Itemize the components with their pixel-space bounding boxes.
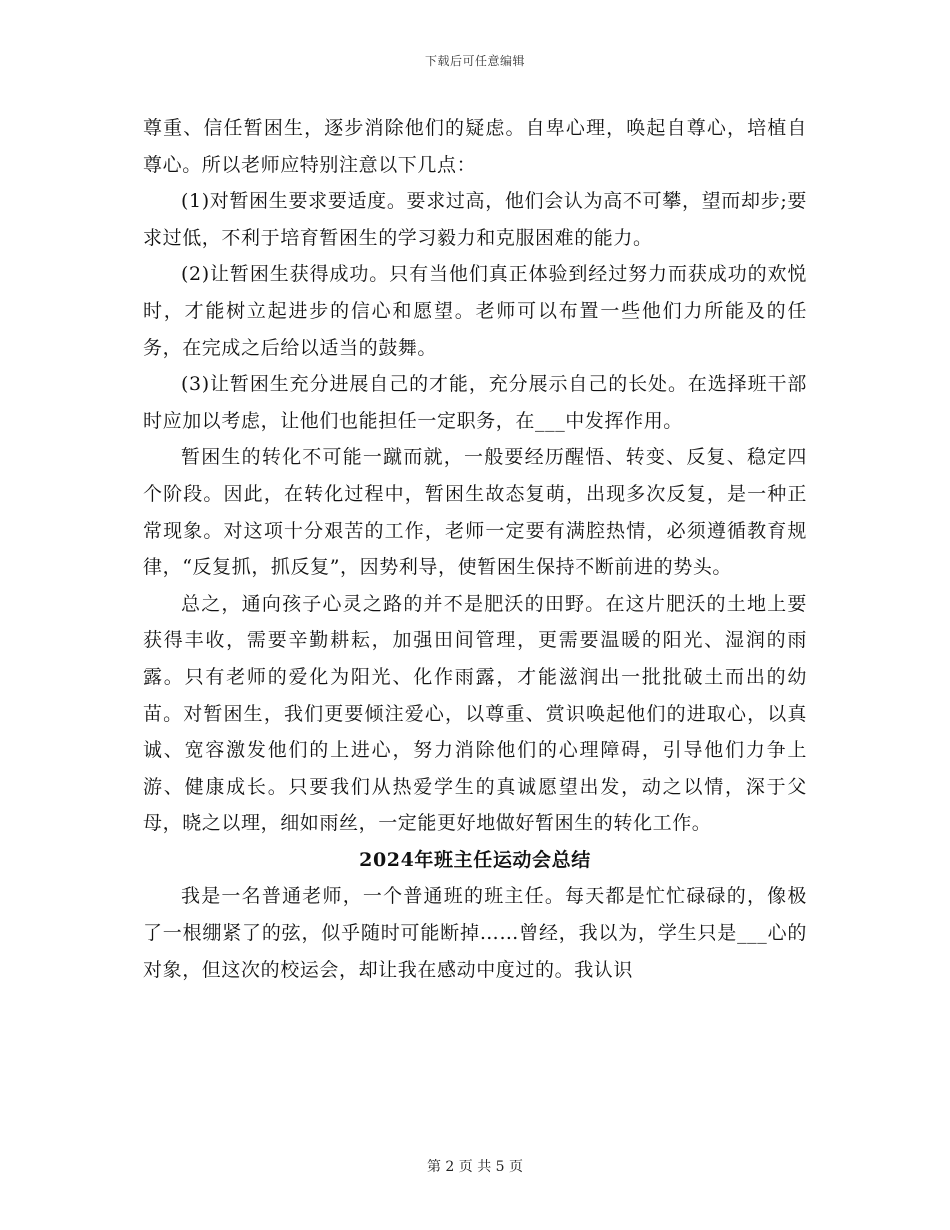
paragraph-conclusion: 总之，通向孩子心灵之路的并不是肥沃的田野。在这片肥沃的土地上要获得丰收，需要辛勤耕耘，加强田间管理，更需要温暖的阳光、湿润的雨露。只有老师的爱化为阳光、化作雨露，才能滋润出一批批破土而出的幼苗。对暂困生，我们更要倾注爱心，以尊重、赏识唤起他们的进取心，以真诚、宽容激发他们的上进心，努力消除他们的心理障碍，引导他们力争上游、健康成长。只要我们从热爱学生的真诚愿望出发，动之以情，深于父母，晓之以理，细如雨丝，一定能更好地做好暂困生的转化工作。 [143,592,807,835]
paragraph-transformation: 暂困生的转化不可能一蹴而就，一般要经历醒悟、转变、反复、稳定四个阶段。因此，在转化过程中，暂困生故态复萌，出现多次反复，是一种正常现象。对这项十分艰苦的工作，老师一定要有满腔热情，必须遵循教育规律，“反复抓，抓反复”，因势利导，使暂困生保持不断前进的势头。 [143,446,807,579]
paragraph-point-2: (2)让暂困生获得成功。只有当他们真正体验到经过努力而获成功的欢悦时，才能树立起进步的信心和愿望。老师可以布置一些他们力所能及的任务，在完成之后给以适当的鼓舞。 [143,263,807,359]
section-title: 2024年班主任运动会总结 [359,848,591,871]
page-number: 第 2 页 共 5 页 [426,1159,524,1175]
section-paragraph: 我是一名普通老师，一个普通班的班主任。每天都是忙忙碌碌的，像极了一根绷紧了的弦，似乎随时可能断掉……曾经，我以为，学生只是___心的对象，但这次的校运会，却让我在感动中度过的。我认识 [143,885,807,981]
paragraph-point-1: (1)对暂困生要求要适度。要求过高，他们会认为高不可攀，望而却步;要求过低，不利于培育暂困生的学习毅力和克服困难的能力。 [143,190,807,249]
paragraph-point-3: (3)让暂困生充分进展自己的才能，充分展示自己的长处。在选择班干部时应加以考虑，让他们也能担任一定职务，在___中发挥作用。 [143,373,807,432]
paragraph-continuation: 尊重、信任暂困生，逐步消除他们的疑虑。自卑心理，唤起自尊心，培植自尊心。所以老师应特别注意以下几点： [143,117,807,176]
document-body [143,110,807,988]
page-header: 下载后可任意编辑 [424,54,525,68]
